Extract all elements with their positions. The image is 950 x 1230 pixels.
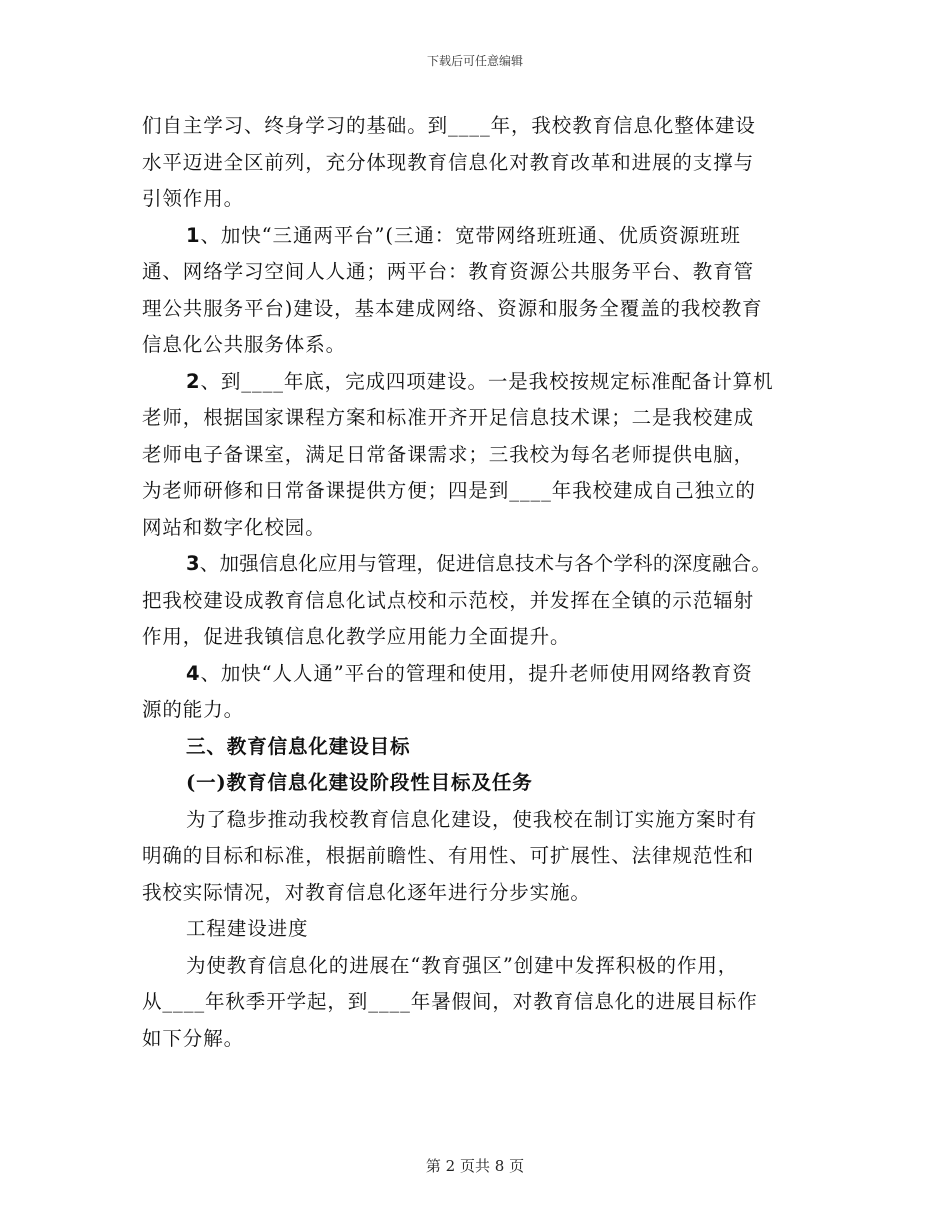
paragraph-item-1	[142, 218, 814, 364]
item-text: 、加快“三通两平台”(三通：宽带网络班班通、优质资源班班	[200, 223, 741, 247]
text-line: 为使教育信息化的进展在“教育强区”创建中发挥积极的作用，	[186, 953, 739, 977]
item-number: 3	[186, 552, 200, 575]
item-number: 1	[186, 223, 201, 247]
text-line: 老师，根据国家课程方案和标准开齐开足信息技术课；二是我校建成	[142, 406, 755, 429]
paragraph-item-2	[142, 364, 814, 547]
item-number: 2	[186, 369, 201, 393]
text-line: 老师电子备课室，满足日常备课需求；三我校为每名老师提供电脑，	[142, 442, 755, 466]
document-body	[142, 108, 814, 1057]
text-line	[142, 546, 814, 583]
text-line: 从____年秋季开学起，到____年暑假间，对教育信息化的进展目标作	[142, 990, 758, 1013]
item-text: 、加强信息化应用与管理，促进信息技术与各个学科的深度融合。	[199, 552, 772, 575]
text-line: 为了稳步推动我校教育信息化建设，使我校在制订实施方案时有	[186, 807, 758, 831]
text-line: 作用，促进我镇信息化教学应用能力全面提升。	[142, 625, 571, 648]
paragraph-intro-continued	[142, 108, 814, 218]
text-line: 信息化公共服务体系。	[142, 333, 347, 356]
progress-label: 工程建设进度	[186, 917, 309, 940]
paragraph-item-4	[142, 656, 814, 729]
text-line: 我校实际情况，对教育信息化逐年进行分步实施。	[142, 880, 591, 904]
page-footer: 第 2 页共 8 页	[425, 1157, 525, 1175]
paragraph-item-3	[142, 546, 814, 656]
paragraph-goals	[142, 802, 814, 912]
item-number: 4	[186, 661, 201, 685]
text-line: 理公共服务平台)建设，基本建成网络、资源和服务全覆盖的我校教育	[142, 296, 763, 320]
text-line	[142, 364, 814, 401]
item-text: 、加快“人人通”平台的管理和使用，提升老师使用网络教育资	[200, 661, 753, 685]
subsection-heading: (一)教育信息化建设阶段性目标及任务	[186, 771, 533, 794]
page-header: 下载后可任意编辑	[426, 54, 523, 68]
text-line: 源的能力。	[142, 698, 245, 721]
paragraph-progress	[142, 948, 814, 1058]
text-line	[142, 218, 814, 255]
text-line: 通、网络学习空间人人通；两平台：教育资源公共服务平台、教育管	[142, 260, 755, 283]
text-line: 为老师研修和日常备课提供方便；四是到____年我校建成自己独立的	[142, 479, 756, 502]
text-line: 引领作用。	[142, 187, 245, 210]
text-line: 网站和数字化校园。	[142, 515, 326, 539]
section-heading: 三、教育信息化建设目标	[186, 734, 411, 758]
text-line: 如下分解。	[142, 1026, 245, 1050]
text-line	[142, 656, 814, 693]
item-text: 、到____年底，完成四项建设。一是我校按规定标准配备计算机	[200, 369, 774, 393]
text-line: 明确的目标和标准，根据前瞻性、有用性、可扩展性、法律规范性和	[142, 844, 755, 867]
text-line: 把我校建设成教育信息化试点校和示范校，并发挥在全镇的示范辐射	[142, 588, 755, 612]
text-line: 们自主学习、终身学习的基础。到____年，我校教育信息化整体建设	[142, 114, 756, 137]
text-line: 水平迈进全区前列，充分体现教育信息化对教育改革和进展的支撑与	[142, 150, 755, 174]
